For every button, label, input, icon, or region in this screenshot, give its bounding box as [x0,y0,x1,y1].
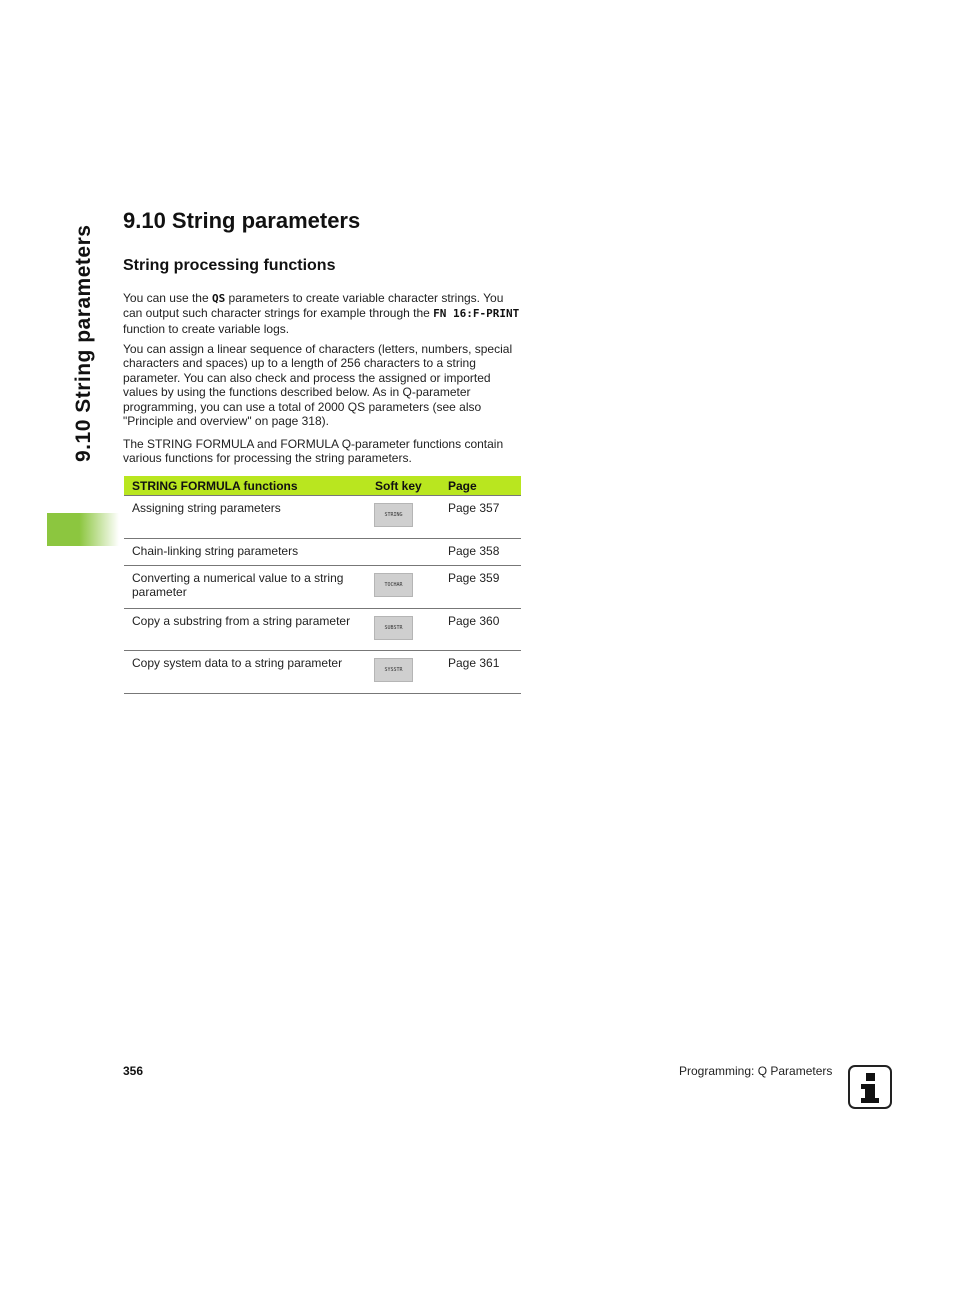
string-functions-table [124,476,521,694]
chapter-footer: Programming: Q Parameters [679,1064,833,1078]
cell-softkey [367,651,440,694]
string-softkey[interactable]: STRING [374,503,413,527]
header-softkey: Soft key [367,476,440,496]
cell-function: Copy system data to a string parameter [124,651,367,694]
cell-function: Converting a numerical value to a string parameter [124,566,367,609]
table-header-row [124,476,521,496]
page-number: 356 [123,1064,144,1078]
table-row [124,609,521,651]
cell-softkey [367,566,440,609]
table-row [124,651,521,694]
formula-paragraph: The STRING FORMULA and FORMULA Q-parameter functions contain various functions for processing the string parameters. [123,437,504,466]
cell-softkey [367,609,440,651]
header-page: Page [440,476,521,496]
sysstr-softkey[interactable]: SYSSTR [374,658,413,682]
table-row [124,496,521,539]
intro-paragraph [123,291,523,336]
cell-page: Page 357 [440,496,521,539]
cell-function: Assigning string parameters [124,496,367,539]
cell-page: Page 358 [440,539,521,566]
cell-page: Page 359 [440,566,521,609]
side-section-title: 9.10 String parameters [72,224,95,462]
intro-text-b: parameters to create variable character strings. You can output such character strings for example through the [123,291,504,321]
cell-softkey [367,539,440,566]
cell-page: Page 361 [440,651,521,694]
code-fn16: FN 16:F-PRINT [433,307,520,321]
code-qs: QS [211,292,226,305]
cell-page: Page 360 [440,609,521,651]
assign-paragraph: You can assign a linear sequence of characters (letters, numbers, special characters and spaces) up to a length of 256 characters to a string parameter. You can also check and process the assigned or imported values by using the functions described below. As in Q-parameter programming, you can use a total of 2000 QS parameters (see also "Principle and overview" on page 318). [123,342,513,429]
intro-text-a: You can use the [123,291,212,305]
header-function: STRING FORMULA functions [124,476,367,496]
section-subtitle: String processing functions [123,257,336,274]
substr-softkey[interactable]: SUBSTR [374,616,413,640]
tochar-softkey[interactable]: TOCHAR [374,573,413,597]
table-row [124,566,521,609]
table-row [124,539,521,566]
cell-function: Copy a substring from a string parameter [124,609,367,651]
cell-function: Chain-linking string parameters [124,539,367,566]
page-title: 9.10 String parameters [123,208,361,233]
info-icon [848,1065,892,1109]
intro-text-c: function to create variable logs. [123,321,290,336]
cell-softkey [367,496,440,539]
chapter-tab-marker [47,513,119,546]
info-glyph-icon [850,1067,890,1107]
